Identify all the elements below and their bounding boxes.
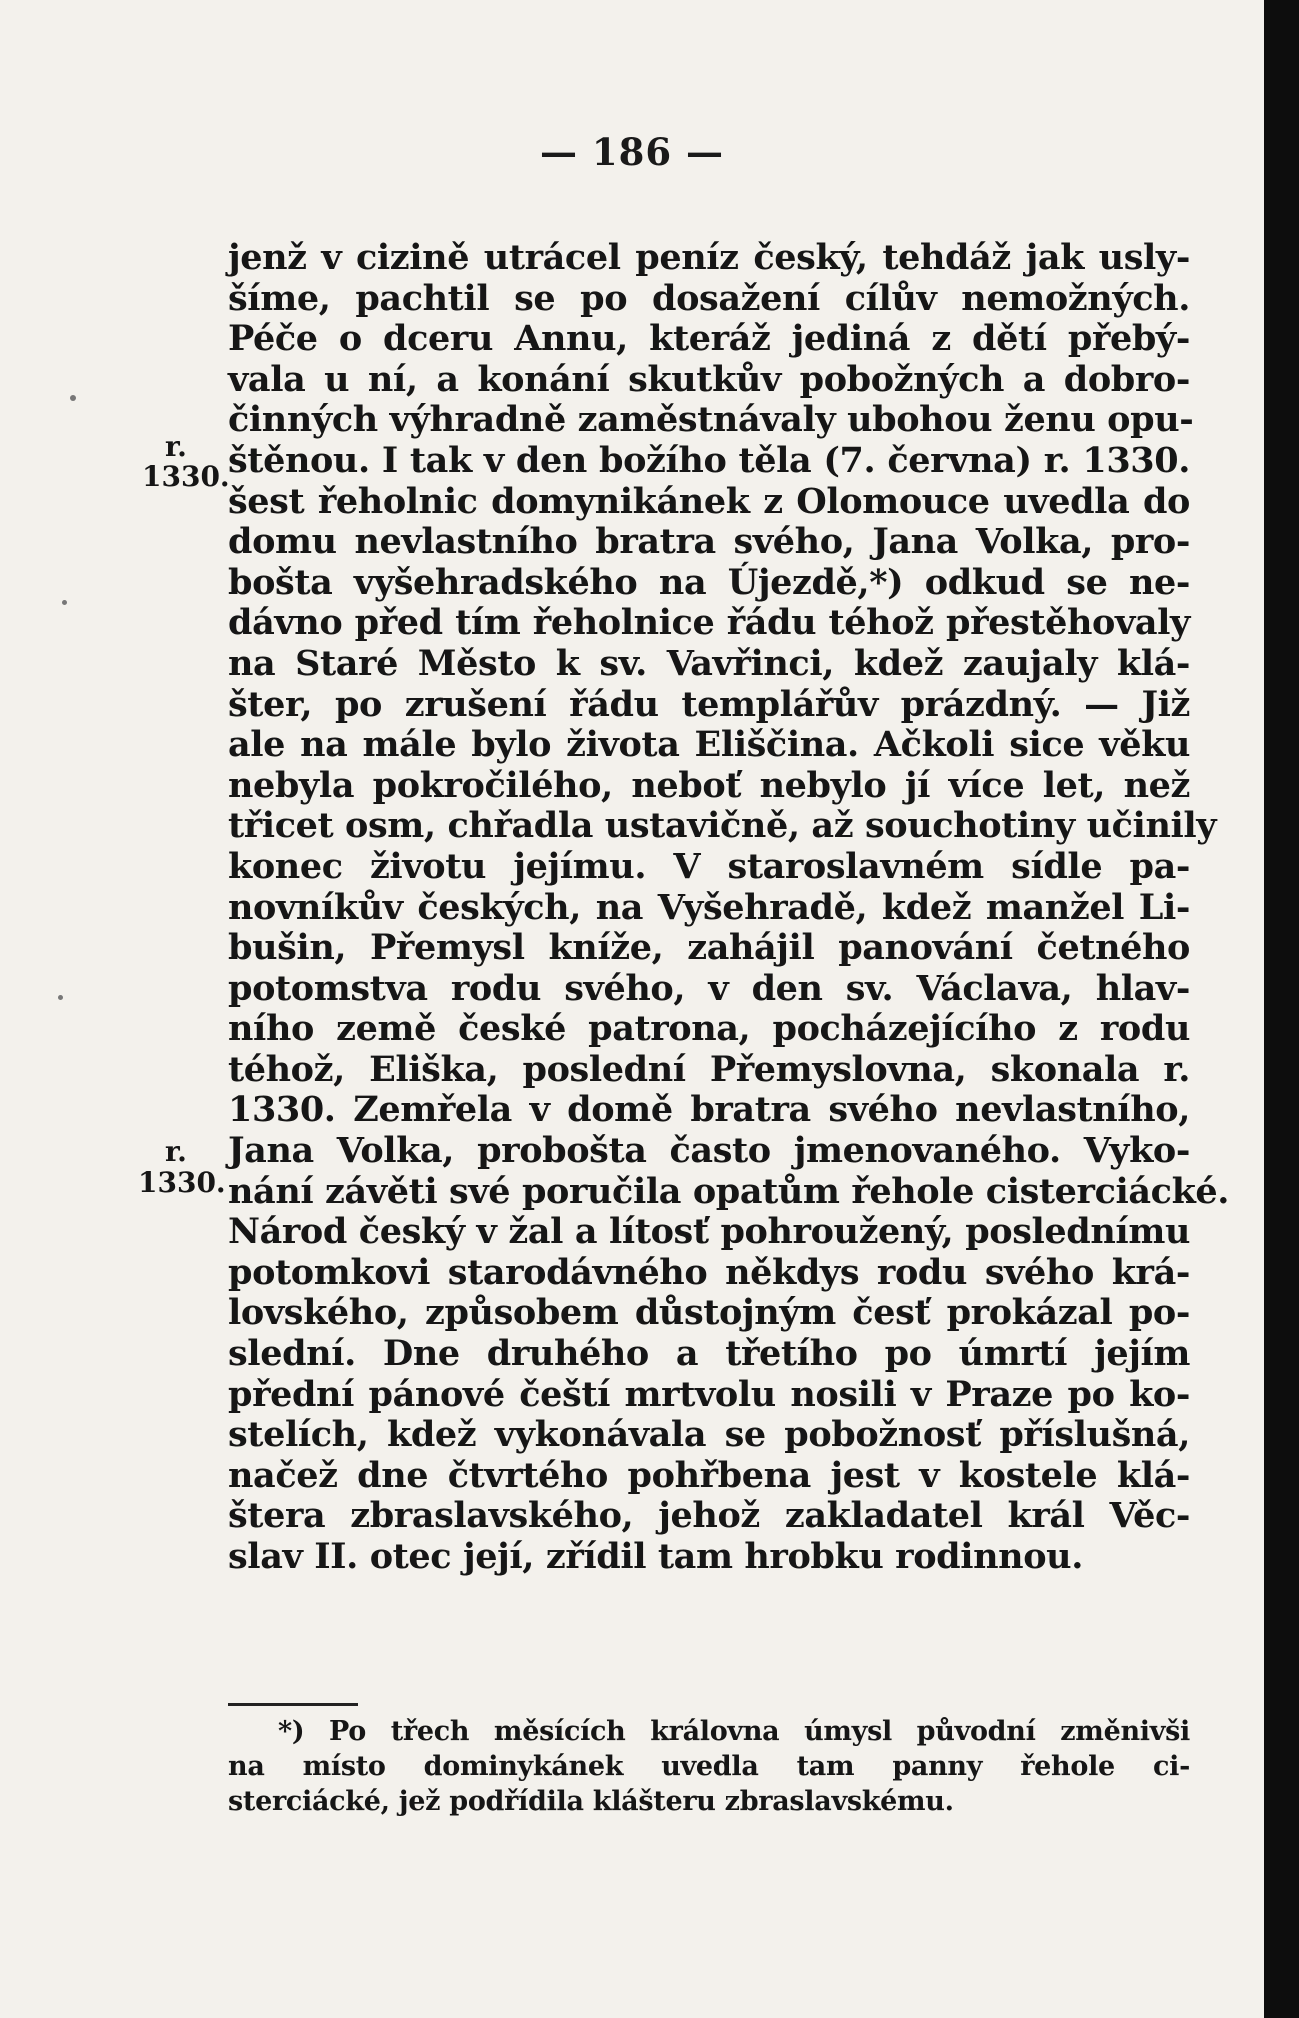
margin-note-year: 1330. <box>142 460 230 493</box>
page-number: — 186 — <box>540 130 724 174</box>
footnote-rule <box>228 1703 358 1706</box>
text-line: nání závěti své poručila opatům řehole cisterciácké. <box>228 1170 1230 1212</box>
text-line: konec životu jejímu. V staroslavném sídle pa- <box>228 845 1190 887</box>
text-line: téhož, Eliška, poslední Přemyslovna, skonala r. <box>228 1048 1190 1090</box>
margin-note-year: 1330. <box>138 1166 226 1199</box>
margin-note-r: r. <box>165 430 187 463</box>
text-line: lovského, způsobem důstojným česť prokázal po- <box>228 1292 1190 1334</box>
text-line: potomkovi starodávného někdys rodu svého krá- <box>228 1251 1190 1293</box>
text-line: ale na mále bylo života Eliščina. Ačkoli sice věku <box>228 724 1190 766</box>
footnote-line: sterciácké, jež podřídila klášteru zbraslavskému. <box>228 1786 954 1817</box>
text-line: bušin, Přemysl kníže, zahájil panování četného <box>228 927 1190 969</box>
text-line: třicet osm, chřadla ustavičně, až souchotiny učinily <box>228 805 1217 847</box>
text-line: šíme, pachtil se po dosažení cílův nemožných. <box>228 277 1190 319</box>
text-line: 1330. Zemřela v domě bratra svého nevlastního, <box>228 1089 1190 1131</box>
text-line: na Staré Město k sv. Vavřinci, kdež zaujaly klá- <box>228 642 1190 684</box>
text-line: štěnou. I tak v den božího těla (7. června) r. 1330. <box>228 439 1190 481</box>
main-text <box>228 237 1230 1578</box>
text-line: šest řeholnic domynikánek z Olomouce uvedla do <box>228 480 1190 522</box>
page-edge-shadow <box>1264 0 1299 2018</box>
text-line: Péče o dceru Annu, kteráž jediná z dětí přebý- <box>228 318 1190 360</box>
text-line: potomstva rodu svého, v den sv. Václava, hlav- <box>228 967 1190 1009</box>
text-line: slav II. otec její, zřídil tam hrobku rodinnou. <box>228 1536 1083 1577</box>
text-line: štera zbraslavského, jehož zakladatel král Věc- <box>228 1495 1190 1537</box>
footnote-line: *) Po třech měsících královna úmysl původní změnivši <box>278 1716 1190 1747</box>
text-line: činných výhradně zaměstnávaly ubohou ženu opu- <box>228 399 1194 441</box>
text-line: bošta vyšehradského na Újezdě,*) odkud se ne- <box>228 561 1190 603</box>
text-line: slední. Dne druhého a třetího po úmrtí jejím <box>228 1333 1190 1375</box>
margin-note-r: r. <box>165 1135 187 1168</box>
footnote <box>228 1714 1190 1819</box>
print-speck <box>62 600 67 605</box>
text-line: Národ český v žal a lítosť pohroužený, poslednímu <box>228 1211 1190 1253</box>
text-line: přední pánové čeští mrtvolu nosili v Praze po ko- <box>228 1373 1190 1415</box>
text-line: stelích, kdež vykonávala se pobožnosť příslušná, <box>228 1414 1190 1456</box>
text-line: domu nevlastního bratra svého, Jana Volka, pro- <box>228 521 1190 563</box>
text-line: načež dne čtvrtého pohřbena jest v kostele klá- <box>228 1454 1190 1496</box>
text-line: novníkův českých, na Vyšehradě, kdež manžel Li- <box>228 886 1190 928</box>
text-line: vala u ní, a konání skutkův pobožných a dobro- <box>228 358 1190 400</box>
text-line: nebyla pokročilého, neboť nebylo jí více let, než <box>228 764 1190 806</box>
footnote-line: na místo dominykánek uvedla tam panny řehole ci- <box>228 1751 1190 1782</box>
text-line: jenž v cizině utrácel peníz český, tehdáž jak usly- <box>228 237 1190 278</box>
text-line: dávno před tím řeholnice řádu téhož přestěhovaly <box>228 602 1190 644</box>
text-line: šter, po zrušení řádu templářův prázdný. — Již <box>228 683 1190 725</box>
text-line: ního země české patrona, pocházejícího z rodu <box>228 1008 1190 1050</box>
print-speck <box>58 995 63 1000</box>
print-speck <box>70 395 76 401</box>
text-line: Jana Volka, probošta často jmenovaného. Vyko- <box>228 1130 1190 1172</box>
